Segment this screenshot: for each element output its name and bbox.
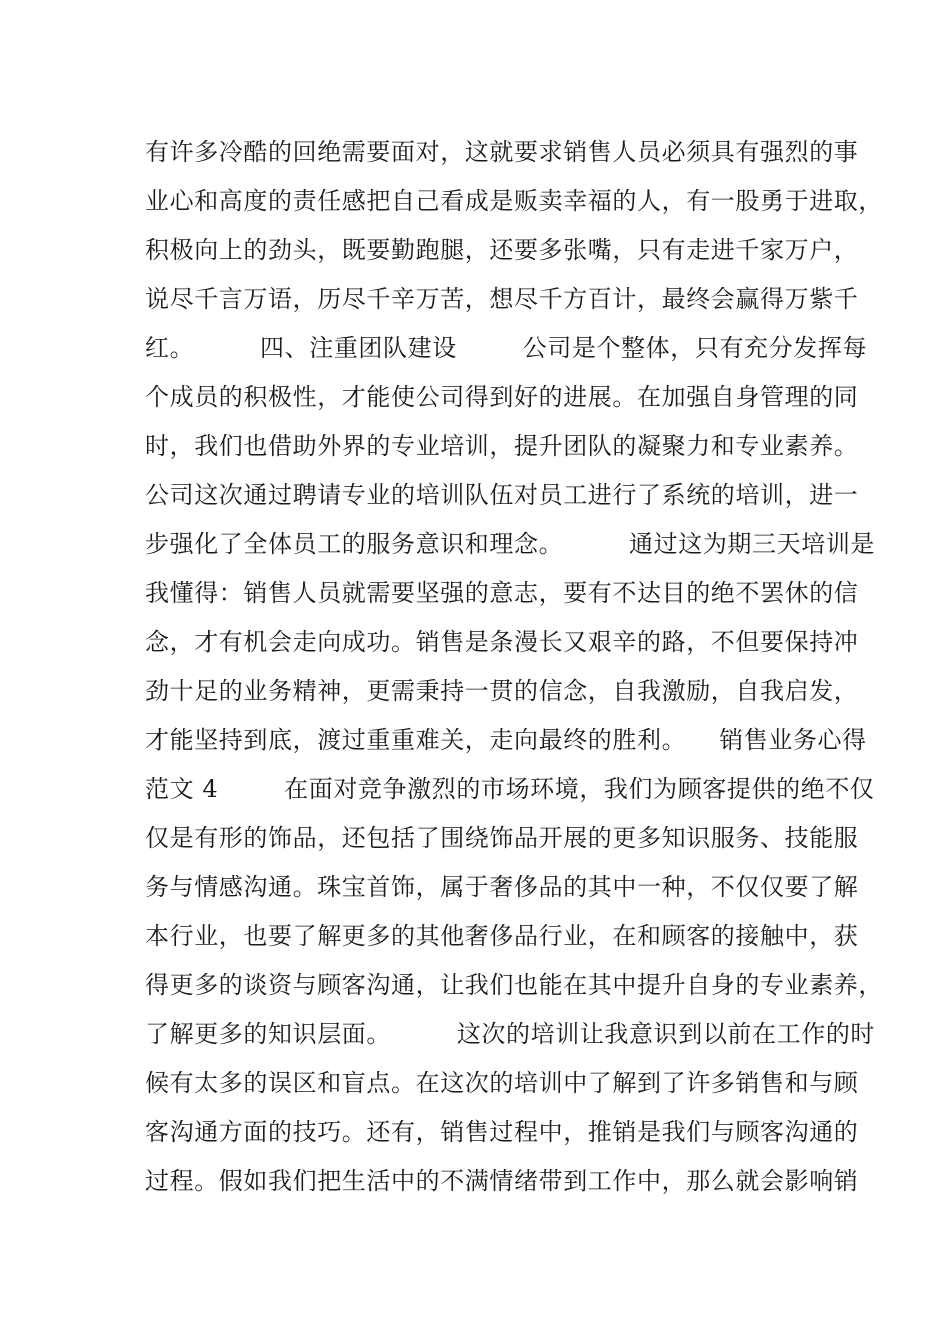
text-line: 务与情感沟通。珠宝首饰，属于奢侈品的其中一种，不仅仅要了解 [145,873,859,901]
text-line: 有许多冷酷的回绝需要面对，这就要求销售人员必须具有强烈的事 [145,138,859,166]
body-text [145,128,883,1206]
text-line: 红。 四、注重团队建设 公司是个整体，只有充分发挥每 [145,334,868,362]
text-line: 公司这次通过聘请专业的培训队伍对员工进行了系统的培训，进一 [145,481,859,509]
text-line: 劲十足的业务精神，更需秉持一贯的信念，自我激励，自我启发， [145,677,859,705]
text-line: 仅是有形的饰品，还包括了围绕饰品开展的更多知识服务、技能服 [145,824,859,852]
text-line: 步强化了全体员工的服务意识和理念。 通过这为期三天培训是 [145,530,876,558]
text-line: 了解更多的知识层面。 这次的培训让我意识到以前在工作的时 [145,1020,876,1048]
text-line: 客沟通方面的技巧。还有，销售过程中，推销是我们与顾客沟通的 [145,1118,859,1146]
text-line: 我懂得：销售人员就需要坚强的意志，要有不达目的绝不罢休的信 [145,579,859,607]
text-line: 个成员的积极性，才能使公司得到好的进展。在加强自身管理的同 [145,383,859,411]
text-line: 说尽千言万语，历尽千辛万苦，想尽千方百计，最终会赢得万紫千 [145,285,859,313]
text-line: 时，我们也借助外界的专业培训，提升团队的凝聚力和专业素养。 [145,432,859,460]
text-line: 过程。假如我们把生活中的不满情绪带到工作中，那么就会影响销 [145,1167,859,1195]
text-line: 候有太多的误区和盲点。在这次的培训中了解到了许多销售和与顾 [145,1069,859,1097]
text-line: 才能坚持到底，渡过重重难关，走向最终的胜利。 销售业务心得 [145,726,867,754]
text-line: 念，才有机会走向成功。销售是条漫长又艰辛的路，不但要保持冲 [145,628,859,656]
text-line: 业心和高度的责任感把自己看成是贩卖幸福的人，有一股勇于进取， [145,187,883,215]
text-line: 本行业，也要了解更多的其他奢侈品行业，在和顾客的接触中，获 [145,922,859,950]
text-line: 得更多的谈资与顾客沟通，让我们也能在其中提升自身的专业素养， [145,971,883,999]
text-line: 积极向上的劲头，既要勤跑腿，还要多张嘴，只有走进千家万户， [145,236,859,264]
text-line: 范文 4 在面对竞争激烈的市场环境，我们为顾客提供的绝不仅 [145,775,875,803]
